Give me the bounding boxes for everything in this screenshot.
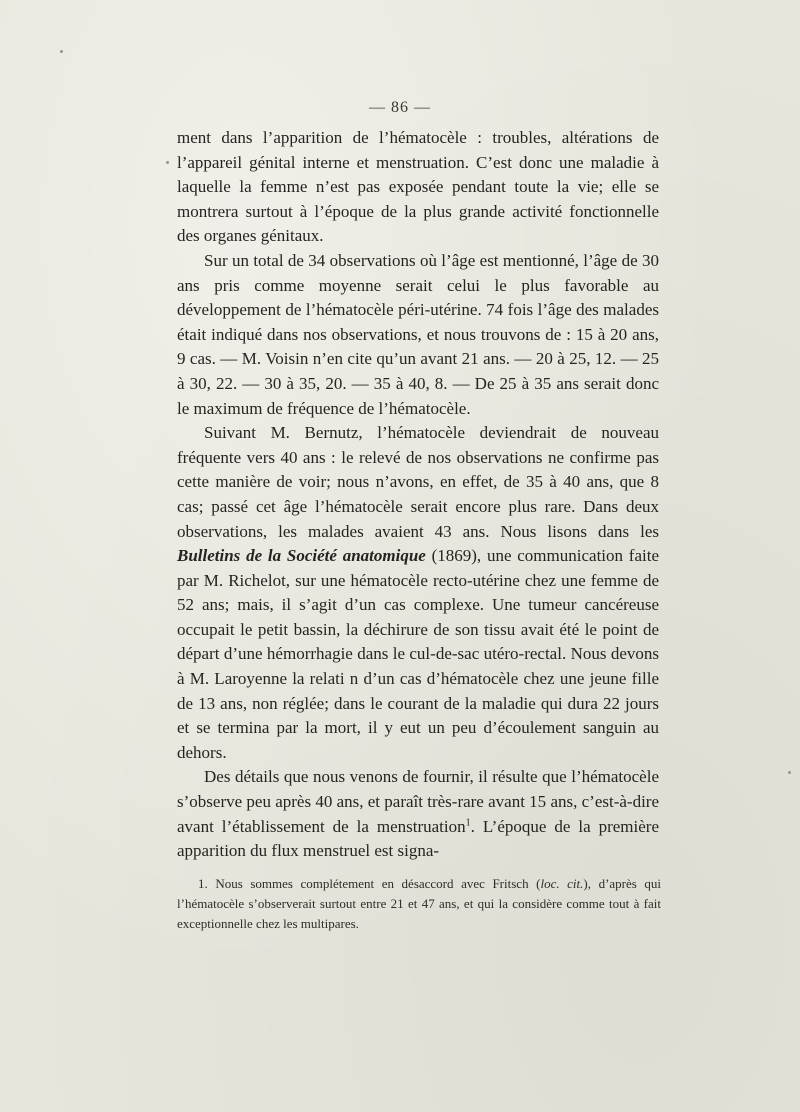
text-run: ment dans l’apparition de l’hématocèle : troubles, altérations de l’appareil génital interne et menstruation. C’est donc une maladie à laquelle la femme n’est pas exposée pendant toute la vie; elle se montrera surtout à l’époque de la plus grande activité fonctionnelle des organes génitaux. [177, 128, 659, 246]
text-run: Des détails que nous venons de fournir, il résulte que l’hématocèle s’observe peu après 40 ans, et paraît très-rare avant 15 ans, c’est-à-dire avant l’établissement de la menstruation [177, 767, 659, 836]
text-run: 1. Nous sommes complétement en désaccord avec Fritsch ( [198, 876, 541, 891]
text-run: . L’époque de la première apparition du flux menstruel est signa- [177, 816, 659, 861]
page-number-header: — 86 — [369, 99, 431, 116]
paragraph [177, 126, 659, 249]
paragraph [177, 765, 659, 863]
text-run: Suivant M. Bernutz, l’hématocèle deviendrait de nouveau fréquente vers 40 ans : le relevé de nos observations ne confirme pas cette manière de voir; nous n’avons, en effet, de 35 à 40 ans, que 8 cas; passé cet âge l’hématocèle serait encore plus rare. Dans deux observations, les malades avaient 43 ans. Nous lisons dans les [177, 423, 659, 541]
text-run: (1869), une communication faite par M. Richelot, sur une hématocèle recto-utérine chez une femme de 52 ans; mais, il s’agit d’un cas complexe. Une tumeur cancéreuse occupait le petit bassin, la déchirure de son tissu avait été le point de départ d’une hémorrhagie dans le cul-de-sac utéro-rectal. Nous devons à M. Laroyenne la relati n d’un cas d’hématocèle chez une jeune fille de 13 ans, non réglée; dans le courant de la maladie qui dura 22 jours et se termina par la mort, il y eut un peu d’écoulement sanguin au dehors. [177, 546, 659, 762]
italic-text: loc. cit. [540, 876, 584, 891]
scan-speck [788, 771, 791, 774]
footnote-text [177, 874, 661, 934]
paragraph [177, 421, 659, 765]
text-run: Sur un total de 34 observations où l’âge est mentionné, l’âge de 30 ans pris comme moyenne serait celui le plus favorable au développement de l’hématocèle péri-utérine. 74 fois l’âge des malades était indiqué dans nos observations, et nous trouvons de : 15 à 20 ans, 9 cas. — M. Voisin n’en cite qu’un avant 21 ans. — 20 à 25, 12. — 25 à 30, 22. — 30 à 35, 20. — 35 à 40, 8. — De 25 à 35 ans serait donc le maximum de fréquence de l’hématocèle. [177, 250, 659, 418]
text-run: ), d’après qui l’hématocèle s’observerait surtout entre 21 et 47 ans, et qui la considère comme tout à fait exceptionnelle chez les multipares. [177, 876, 662, 931]
paragraph [177, 249, 659, 421]
main-text [177, 126, 659, 864]
italic-text: Bulletins de la Société anatomique [177, 546, 426, 566]
scan-speck [166, 161, 169, 164]
footnote [177, 874, 661, 934]
footnote-marker: 1 [465, 816, 471, 828]
scan-speck [60, 50, 63, 53]
